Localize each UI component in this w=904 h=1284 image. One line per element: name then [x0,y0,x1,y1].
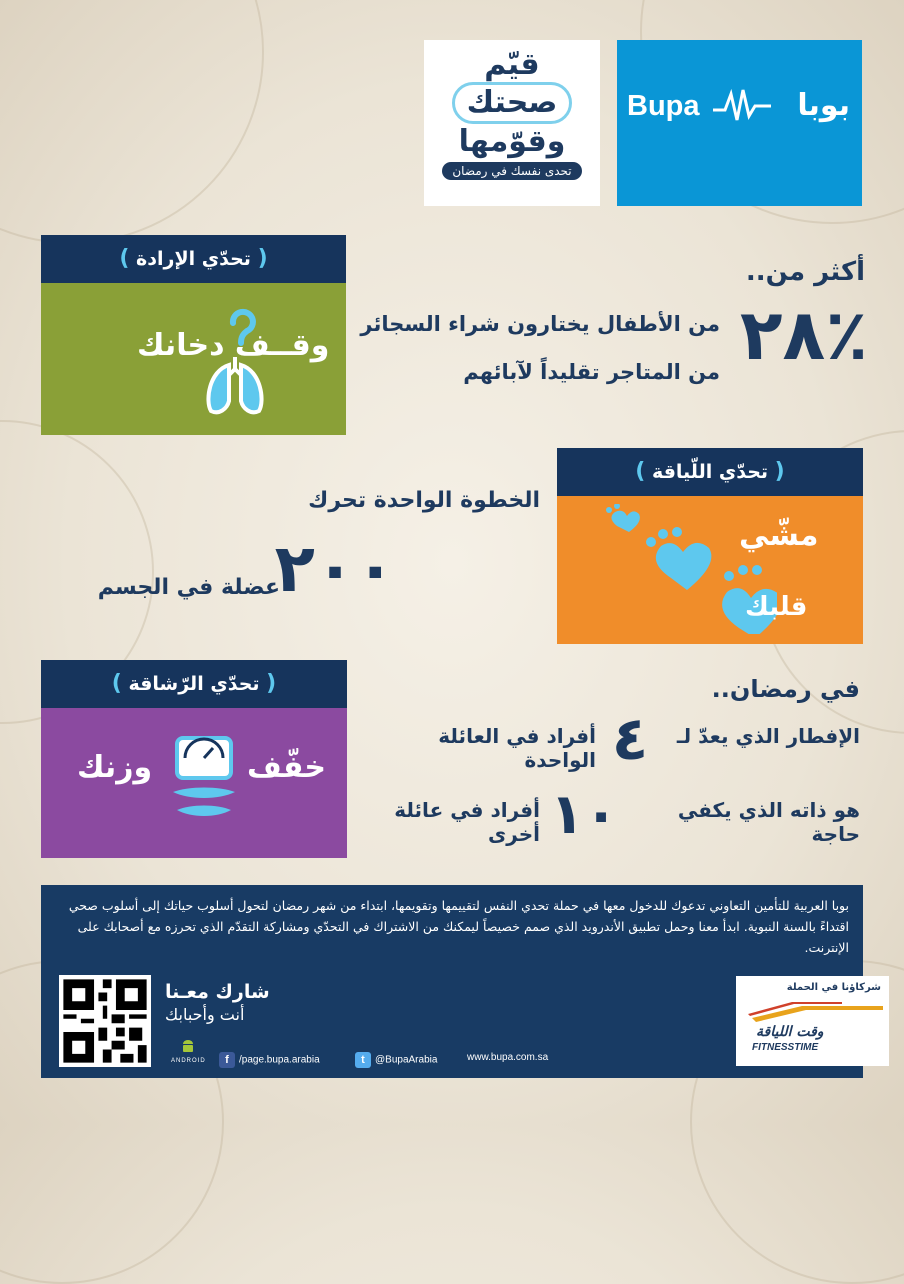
partner-title: شركاؤنا في الحملة [786,982,881,993]
fitness-challenge-card [557,448,863,644]
facebook-link[interactable] [219,1052,320,1068]
heartbeat-icon [713,86,771,126]
campaign-logo-line2: صحتك [452,82,573,124]
share-title: شارك معـنا [165,981,270,1003]
campaign-description: بوبا العربية للتأمين التعاوني تدعوك للدخول معها في حملة تحدي النفس لتقييمها وتقويمها، ابتداء من شهر رمضان لتحول أسلوب حياتك إلى أسلوب صحي اقتداءً بالسنة النبوية. ابدأ معنا وحمل تطبيق الأندرويد الذي صمم خصيصاً ليمكنك من الاشتراك في التحدّي ومشاركة التقدّم الذي تحرزه مع أصحابك على الإنترنت. [68,898,849,955]
facebook-link-text: /page.bupa.arabia [239,1054,320,1066]
willpower-challenge-body [41,283,346,435]
fitness-time-logo [742,1000,883,1022]
fitness-stat-line1: الخطوة الواحدة تحرك [308,488,540,513]
share-subtitle: أنت وأحبابك [165,1005,245,1024]
twitter-link-text: @BupaArabia [375,1054,438,1066]
weight-stat-line2-start: هو ذاته الذي يكفي حاجة [677,798,860,846]
willpower-stat-lead: أكثر من.. [745,257,865,287]
willpower-stat-number: ٪٢٨ [739,294,868,376]
willpower-challenge-header: ( تحدّي الإرادة ) [41,235,346,283]
partner-box [736,976,889,1066]
campaign-logo-line3: وقوّمها [458,124,566,159]
weight-slogan-right: خفّف [247,750,326,785]
facebook-icon: f [219,1052,235,1068]
fitness-stat-line2: عضلة في الجسم [97,575,280,600]
willpower-slogan: وقــف دخانك [137,328,330,363]
bupa-logo-arabic: بوبا [797,88,850,123]
weight-challenge-body [41,708,347,858]
campaign-logo-line1: قيّم [484,47,540,82]
fitness-slogan-line1: مشّي [739,518,819,553]
willpower-stat-line1: من الأطفال يختارون شراء السجائر [360,312,720,336]
weight-challenge-header: ( تحدّي الرّشاقة ) [41,660,347,708]
bupa-logo-latin: Bupa [627,90,700,122]
weight-stat-line2-end: أفراد في عائلة أخرى [394,798,540,846]
scale-icon [169,730,239,830]
weight-stat-line1-end: أفراد في العائلة الواحدة [438,724,596,772]
weight-stat-lead: في رمضان.. [711,675,860,703]
fitness-challenge-header: ( تحدّي اللّياقة ) [557,448,863,496]
partner-arabic-name: وقت اللياقة [756,1024,824,1040]
weight-slogan-left: وزنك [77,750,153,785]
weight-challenge-title: تحدّي الرّشاقة [128,673,260,695]
fitness-challenge-title: تحدّي اللّياقة [651,461,769,483]
weight-stat-number1: ٤ [611,704,649,774]
campaign-info-panel [41,885,881,1078]
fitness-challenge-body [557,496,863,644]
twitter-icon: t [355,1052,371,1068]
willpower-challenge-title: تحدّي الإرادة [136,248,251,270]
weight-challenge-card [41,660,347,858]
twitter-link[interactable] [355,1052,437,1068]
campaign-tagline: تحدى نفسك في رمضان [442,162,581,180]
android-label: ANDROID [171,1058,206,1064]
willpower-challenge-card [41,235,346,435]
partner-latin-name: FITNESSTIME [752,1042,819,1053]
lungs-icon [199,305,279,417]
fitness-slogan-line2: قلبك [745,592,808,622]
willpower-stat-line2: من المتاجر تقليداً لآبائهم [463,360,720,384]
android-icon [180,1039,196,1055]
campaign-logo [424,40,600,206]
weight-stat-line1-start: الإفطار الذي يعدّ لـ [676,724,860,748]
android-app-link[interactable] [171,1039,205,1064]
fitness-stat-number: ٢٠٠ [274,530,396,607]
background-ornament [0,0,264,244]
weight-stat-number2: ١٠ [549,782,619,847]
website-link[interactable]: www.bupa.com.sa [467,1052,549,1063]
qr-code[interactable] [59,975,151,1067]
bupa-logo [617,40,862,206]
